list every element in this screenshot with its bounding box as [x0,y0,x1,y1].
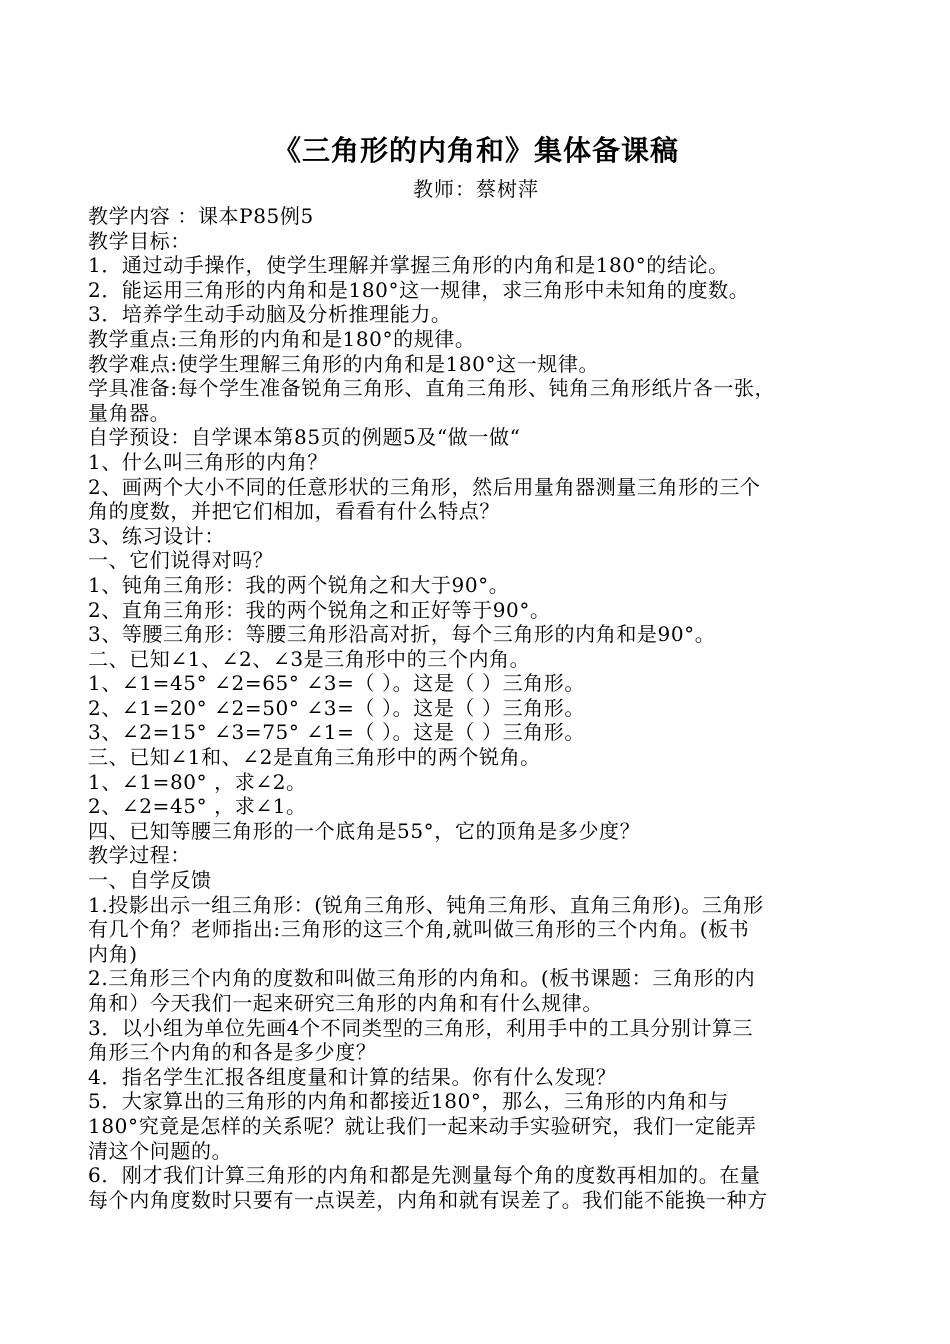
teacher-name: 教师：蔡树萍 [413,177,539,201]
text-line: 1、钝角三角形：我的两个锐角之和大于90°。 [88,572,510,597]
text-line: 内角) [88,941,138,966]
page-title: 《三角形的内角和》集体备课稿 [272,134,679,167]
text-line: 三、已知∠1和、∠2是直角三角形中的两个锐角。 [88,745,541,770]
text-line: 二、已知∠1、∠2、∠3是三角形中的三个内角。 [88,646,531,671]
text-line: 一、自学反馈 [88,868,212,893]
text-line: 2、∠1=20° ∠2=50° ∠3=（ ）。这是（ ）三角形。 [88,695,585,720]
text-line: 每个内角度数时只要有一点误差，内角和就有误差了。我们能不能换一种方 [88,1187,768,1212]
text-line: 3、练习设计： [88,523,225,548]
text-line: 2、直角三角形：我的两个锐角之和正好等于90°。 [88,597,551,622]
text-line: 自学预设：自学课本第85页的例题5及“做一做“ [88,425,521,450]
text-line: 2、画两个大小不同的任意形状的三角形，然后用量角器测量三角形的三个 [88,474,761,499]
text-line: 角和）今天我们一起来研究三角形的内角和有什么规律。 [88,991,603,1015]
text-line: 教学难点:使学生理解三角形的内角和是180°这一规律。 [88,351,600,376]
text-line: 6．刚才我们计算三角形的内角和都是先测量每个角的度数再相加的。在量 [88,1163,761,1188]
text-line: 角形三个内角的和各是多少度？ [88,1040,377,1065]
text-line: 3．培养学生动手动脑及分析推理能力。 [88,302,452,327]
text-line: 四、已知等腰三角形的一个底角是55°，它的顶角是多少度？ [88,818,641,843]
text-line: 教学过程： [88,843,191,868]
text-line: 1．通过动手操作，使学生理解并掌握三角形的内角和是180°的结论。 [88,253,729,278]
text-line: 180°究竟是怎样的关系呢？就让我们一起来动手实验研究，我们一定能弄 [88,1113,757,1138]
text-line: 3．以小组为单位先画4个不同类型的三角形，利用手中的工具分别计算三 [88,1015,754,1040]
text-line: 量角器。 [88,400,171,425]
text-line: 5．大家算出的三角形的内角和都接近180°，那么，三角形的内角和与 [88,1089,729,1114]
text-line: 2．能运用三角形的内角和是180°这一规律，求三角形中未知角的度数。 [88,277,750,302]
text-line: 学具准备:每个学生准备锐角三角形、直角三角形、钝角三角形纸片各一张， [88,376,776,401]
text-line: 一、它们说得对吗？ [88,548,274,573]
text-line: 2、∠2=45° ，求∠1。 [88,794,307,819]
text-line: 教学目标： [88,228,191,253]
text-line: 4．指名学生汇报各组度量和计算的结果。你有什么发现？ [88,1064,617,1089]
text-line: 角的度数，并把它们相加，看看有什么特点？ [88,499,500,524]
text-line: 清这个问题的。 [88,1138,233,1163]
text-line: 2.三角形三个内角的度数和叫做三角形的内角和。(板书课题：三角形的内 [88,966,756,991]
text-line: 1、什么叫三角形的内角？ [88,449,328,474]
text-line: 3、等腰三角形：等腰三角形沿高对折，每个三角形的内角和是90°。 [88,622,716,647]
text-line: 有几个角？老师指出:三角形的这三个角,就叫做三角形的三个内角。(板书 [88,917,750,942]
document-body [88,204,864,1212]
text-line: 3、∠2=15° ∠3=75° ∠1=（ ）。这是（ ）三角形。 [88,720,585,745]
text-line: 1.投影出示一组三角形：(锐角三角形、钝角三角形、直角三角形)。三角形 [88,892,764,917]
text-line: 教学内容 ：课本P85例5 [88,204,314,228]
text-line: 1、∠1=80° ，求∠2。 [88,769,307,794]
text-line: 1、∠1=45° ∠2=65° ∠3=（ ）。这是（ ）三角形。 [88,671,585,696]
text-line: 教学重点:三角形的内角和是180°的规律。 [88,326,476,351]
